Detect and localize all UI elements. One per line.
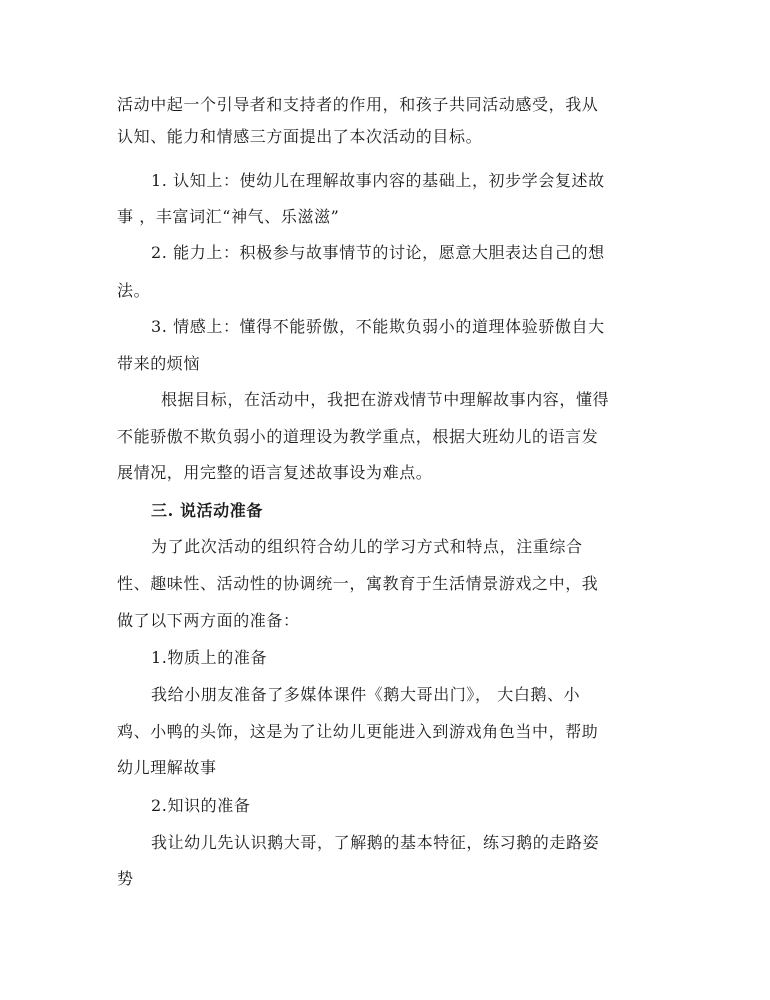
text-line: 鸡、小鸭的头饰，这是为了让幼儿更能进入到游戏角色当中，帮助	[117, 722, 599, 741]
text-line: 幼儿理解故事	[117, 758, 217, 777]
section-heading: 三. 说活动准备	[151, 501, 263, 520]
text-line: 做了以下两方面的准备：	[117, 611, 300, 630]
subheading-knowledge: 2.知识的准备	[151, 796, 251, 815]
paragraph-start: 根据目标，在活动中，我把在游戏情节中理解故事内容，懂得	[161, 390, 610, 409]
paragraph-start: 我让幼儿先认识鹅大哥，了解鹅的基本特征，练习鹅的走路姿	[151, 833, 600, 852]
text-line: 势	[117, 869, 134, 888]
subheading-material: 1.物质上的准备	[151, 648, 268, 667]
text-line: 性、趣味性、活动性的协调统一，寓教育于生活情景游戏之中，我	[117, 574, 599, 593]
text-line: 法。	[117, 281, 151, 300]
list-item-cognitive: 1. 认知上：使幼儿在理解故事内容的基础上，初步学会复述故	[151, 171, 605, 190]
text-line: 展情况，用完整的语言复述故事设为难点。	[117, 463, 433, 482]
list-item-ability: 2. 能力上：积极参与故事情节的讨论，愿意大胆表达自己的想	[151, 243, 605, 262]
text-line: 带来的烦恼	[117, 354, 201, 373]
list-item-emotion: 3. 情感上：懂得不能骄傲，不能欺负弱小的道理体验骄傲自大	[151, 317, 605, 336]
text-line: 活动中起一个引导者和支持者的作用，和孩子共同活动感受，我从	[117, 95, 599, 114]
text-line: 认知、能力和情感三方面提出了本次活动的目标。	[117, 127, 483, 146]
text-line: 不能骄傲不欺负弱小的道理设为教学重点，根据大班幼儿的语言发	[117, 427, 599, 446]
text-line: 事 ，丰富词汇“神气、乐滋滋”	[117, 207, 340, 226]
paragraph-start: 为了此次活动的组织符合幼儿的学习方式和特点，注重综合	[151, 537, 583, 556]
paragraph-start: 我给小朋友准备了多媒体课件《鹅大哥出门》， 大白鹅、小	[151, 685, 581, 704]
